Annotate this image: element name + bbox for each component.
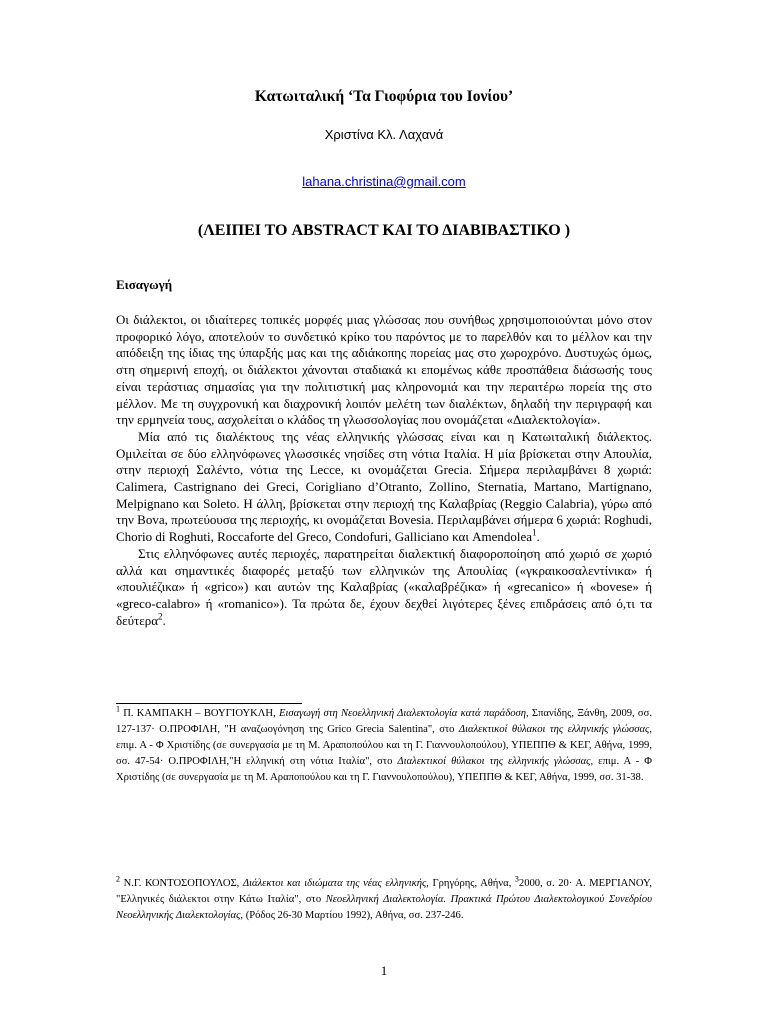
footnote-separator <box>116 703 302 704</box>
footnote-1-volume-title-a: Διαλεκτικοί θύλακοι της ελληνικής γλώσσας <box>458 724 650 735</box>
footnote-1 <box>116 706 652 786</box>
email-link[interactable]: lahana.christina@gmail.com <box>302 174 466 189</box>
paper-title: Κατωιταλική ‘Τα Γιοφύρια του Ιονίου’ <box>254 88 514 105</box>
paragraph-3-text: Στις ελληνόφωνες αυτές περιοχές, παρατηρείται διαλεκτική διαφοροποίηση από χωριό σε χωριό αλλά και σημαντικές διαφορές μεταξύ των ελληνικών της Απουλίας («γκραικοσαλεντίνικα» ή «πουλιέζικα» ή «grico») και αυτών της Καλαβρίας («καλαβρέζικα» ή «grecanico» ή «bovese» ή «greco-calabro» ή «romanico»). Τα πρώτα δε, έχουν δεχθεί λιγότερες ξένες επιδράσεις από ό,τι τα δεύτερα <box>116 545 652 628</box>
author-email <box>0 174 768 189</box>
footnote-ref-2[interactable]: 2 <box>158 611 163 622</box>
footnote-2-part-b2: 2000, σ. 20· Α. ΜΕΡΓΙΑΝΟΥ, "Ελληνικές διάλεκτοι στην Κάτω Ιταλία", στο <box>116 878 652 905</box>
footnote-1-book-title: Εισαγωγή στη Νεοελληνική Διαλεκτολογία κατά παράδοση <box>278 708 527 719</box>
paragraph-2-text: Μία από τις διαλέκτους της νέας ελληνικής γλώσσας είναι και η Κατωιταλική διάλεκτος. Ομιλείται σε δύο ελληνόφωνες γλωσσικές νησίδες στη νότια Ιταλία. Η μία βρίσκεται στην Απουλία, στην περιοχή Σαλέντο, νότια της Lecce, κι ονομάζεται Grecia. Σήμερα περιλαμβάνει 8 χωριά: Calimera, Castrignano dei Greci, Corigliano d’Otranto, Zollino, Sternatia, Martano, Martignano, Melpignano και Soleto. Η άλλη, βρίσκεται στην περιοχή της Καλαβρίας (Reggio Calabria), γύρω από την Bova, πρωτεύουσα της περιοχής, κι ονομάζεται Bovesia. Περιλαμβάνει σήμερα 6 χωριά: Roghudi, Chorio di Roghuti, Roccaforte del Greco, Condofuri, Galliciano και Amendolea <box>116 428 652 545</box>
footnote-2-edition: 3 <box>514 874 519 884</box>
paragraph-3: Στις ελληνόφωνες αυτές περιοχές, παρατηρείται διαλεκτική διαφοροποίηση από χωριό σε χωριό αλλά και σημαντικές διαφορές μεταξύ των ελληνικών της Απουλίας («γκραικοσαλεντίνικα» ή «πουλιέζικα» ή «grico») και αυτών της Καλαβρίας («καλαβρέζικα» ή «grecanico» ή «bovese» ή «greco-calabro» ή «romanico»). Τα πρώτα δε, έχουν δεχθεί λιγότερες ξένες επιδράσεις από ό,τι τα δεύτερα$^2$. <box>116 545 652 628</box>
section-heading: Εισαγωγή <box>116 277 173 292</box>
page-number: 1 <box>380 963 388 978</box>
footnote-2-proceedings-title: Νεοελληνική Διαλεκτολογία. Πρακτικά Πρώτου Διαλεκτολογικού Συνεδρίου Νεοελληνικής Διαλεκτολογίας <box>116 894 653 921</box>
footnote-1-volume-title-b: Διαλεκτικοί θύλακοι της ελληνικής γλώσσας <box>397 756 591 767</box>
footnote-mark-1: 1 <box>116 704 120 714</box>
paragraph-2: Μία από τις διαλέκτους της νέας ελληνικής γλώσσας είναι και η Κατωιταλική διάλεκτος. Ομιλείται σε δύο ελληνόφωνες γλωσσικές νησίδες στη νότια Ιταλία. Η μία βρίσκεται στην Απουλία, στην περιοχή Σαλέντο, νότια της Lecce, κι ονομάζεται Grecia. Σήμερα περιλαμβάνει 8 χωριά: Calimera, Castrignano dei Greci, Corigliano d’Otranto, Zollino, Sternatia, Martano, Martignano, Melpignano και Soleto. Η άλλη, βρίσκεται στην περιοχή της Καλαβρίας (Reggio Calabria), γύρω από την Bova, πρωτεύουσα της περιοχής, κι ονομάζεται Bovesia. Περιλαμβάνει σήμερα 6 χωριά: Roghudi, Chorio di Roghuti, Roccaforte del Greco, Condofuri, Galliciano και Amendolea$^1$. <box>116 428 652 545</box>
footnote-1-part-d: , επιμ. Α - Φ Χριστίδης (σε συνεργασία με τη Μ. Αραποπούλου και τη Γ. Γιαννουλοπούλου), ΥΠΕΠΠΘ & ΚΕΓ, Αθήνα, 1999, σσ. 31-38. <box>116 756 652 783</box>
paragraph-1: Οι διάλεκτοι, οι ιδιαίτερες τοπικές μορφές μιας γλώσσας που συνήθως χρησιμοποιούνται μόνο στον προφορικό λόγο, αποτελούν το συνδετικό κρίκο του παρόντος με το παρελθόν και το μέλλον και την απόδειξη της ίδιας της ύπαρξής μας και της αδιάκοπης πορείας μας στο χωροχρόνο. Δυστυχώς όμως, στη σημερινή εποχή, οι διάλεκτοι χάνονται σταδιακά κι επομένως κάθε προσπάθεια διάσωσής τους είναι τεράστιας σημασίας για την πολιτιστική μας κληρονομιά και την περαιτέρω πορεία της στο μέλλον. Με τη συγχρονική και διαχρονική λοιπόν μελέτη των διαλέκτων, δηλαδή την περιγραφή και την ερμηνεία τους, ασχολείται ο κλάδος τη γλωσσολογίας που ονομάζεται «Διαλεκτολογία». <box>116 312 652 428</box>
author-name: Χριστίνα Κλ. Λαχανά <box>324 127 444 142</box>
body-text <box>116 312 652 629</box>
footnote-2 <box>116 876 652 924</box>
footnote-1-part-b: , Σπανίδης, Ξάνθη, 2009, σσ. 127-137· Ο.ΠΡΟΦΙΛΗ, "Η αναζωογόνηση της Grico Grecia Salentina", στο <box>116 708 652 735</box>
footnote-1-part-a: Π. ΚΑΜΠΑΚΗ – ΒΟΥΓΙΟΥΚΛΗ, <box>123 708 279 719</box>
footnote-ref-1[interactable]: 1 <box>532 527 537 538</box>
footnote-2-part-c: , (Ρόδος 26-30 Μαρτίου 1992), Αθήνα, σσ. 237-246. <box>240 910 464 921</box>
footnote-2-book-title: Διάλεκτοι και ιδιώματα της νέας ελληνικής <box>242 878 427 889</box>
footnote-2-part-b: , Γρηγόρης, Αθήνα, <box>426 878 515 889</box>
footnote-mark-2: 2 <box>116 874 120 884</box>
footnote-2-part-a: Ν.Γ. ΚΟΝΤΟΣΟΠΟΥΛΟΣ, <box>123 878 243 889</box>
footnote-1-part-c: , επιμ. Α - Φ Χριστίδης (σε συνεργασία με τη Μ. Αραποπούλου και τη Γ. Γιαννουλοπούλου), ΥΠΕΠΠΘ & ΚΕΓ, Αθήνα, 1999, σσ. 47-54· Ο.ΠΡΟΦΙΛΗ,"Η ελληνική στη νότια Ιταλία", στο <box>116 724 652 767</box>
missing-abstract-note: (ΛΕΙΠΕΙ ΤΟ ABSTRACT ΚΑΙ ΤΟ ΔΙΑΒΙΒΑΣΤΙΚΟ ) <box>197 222 571 239</box>
